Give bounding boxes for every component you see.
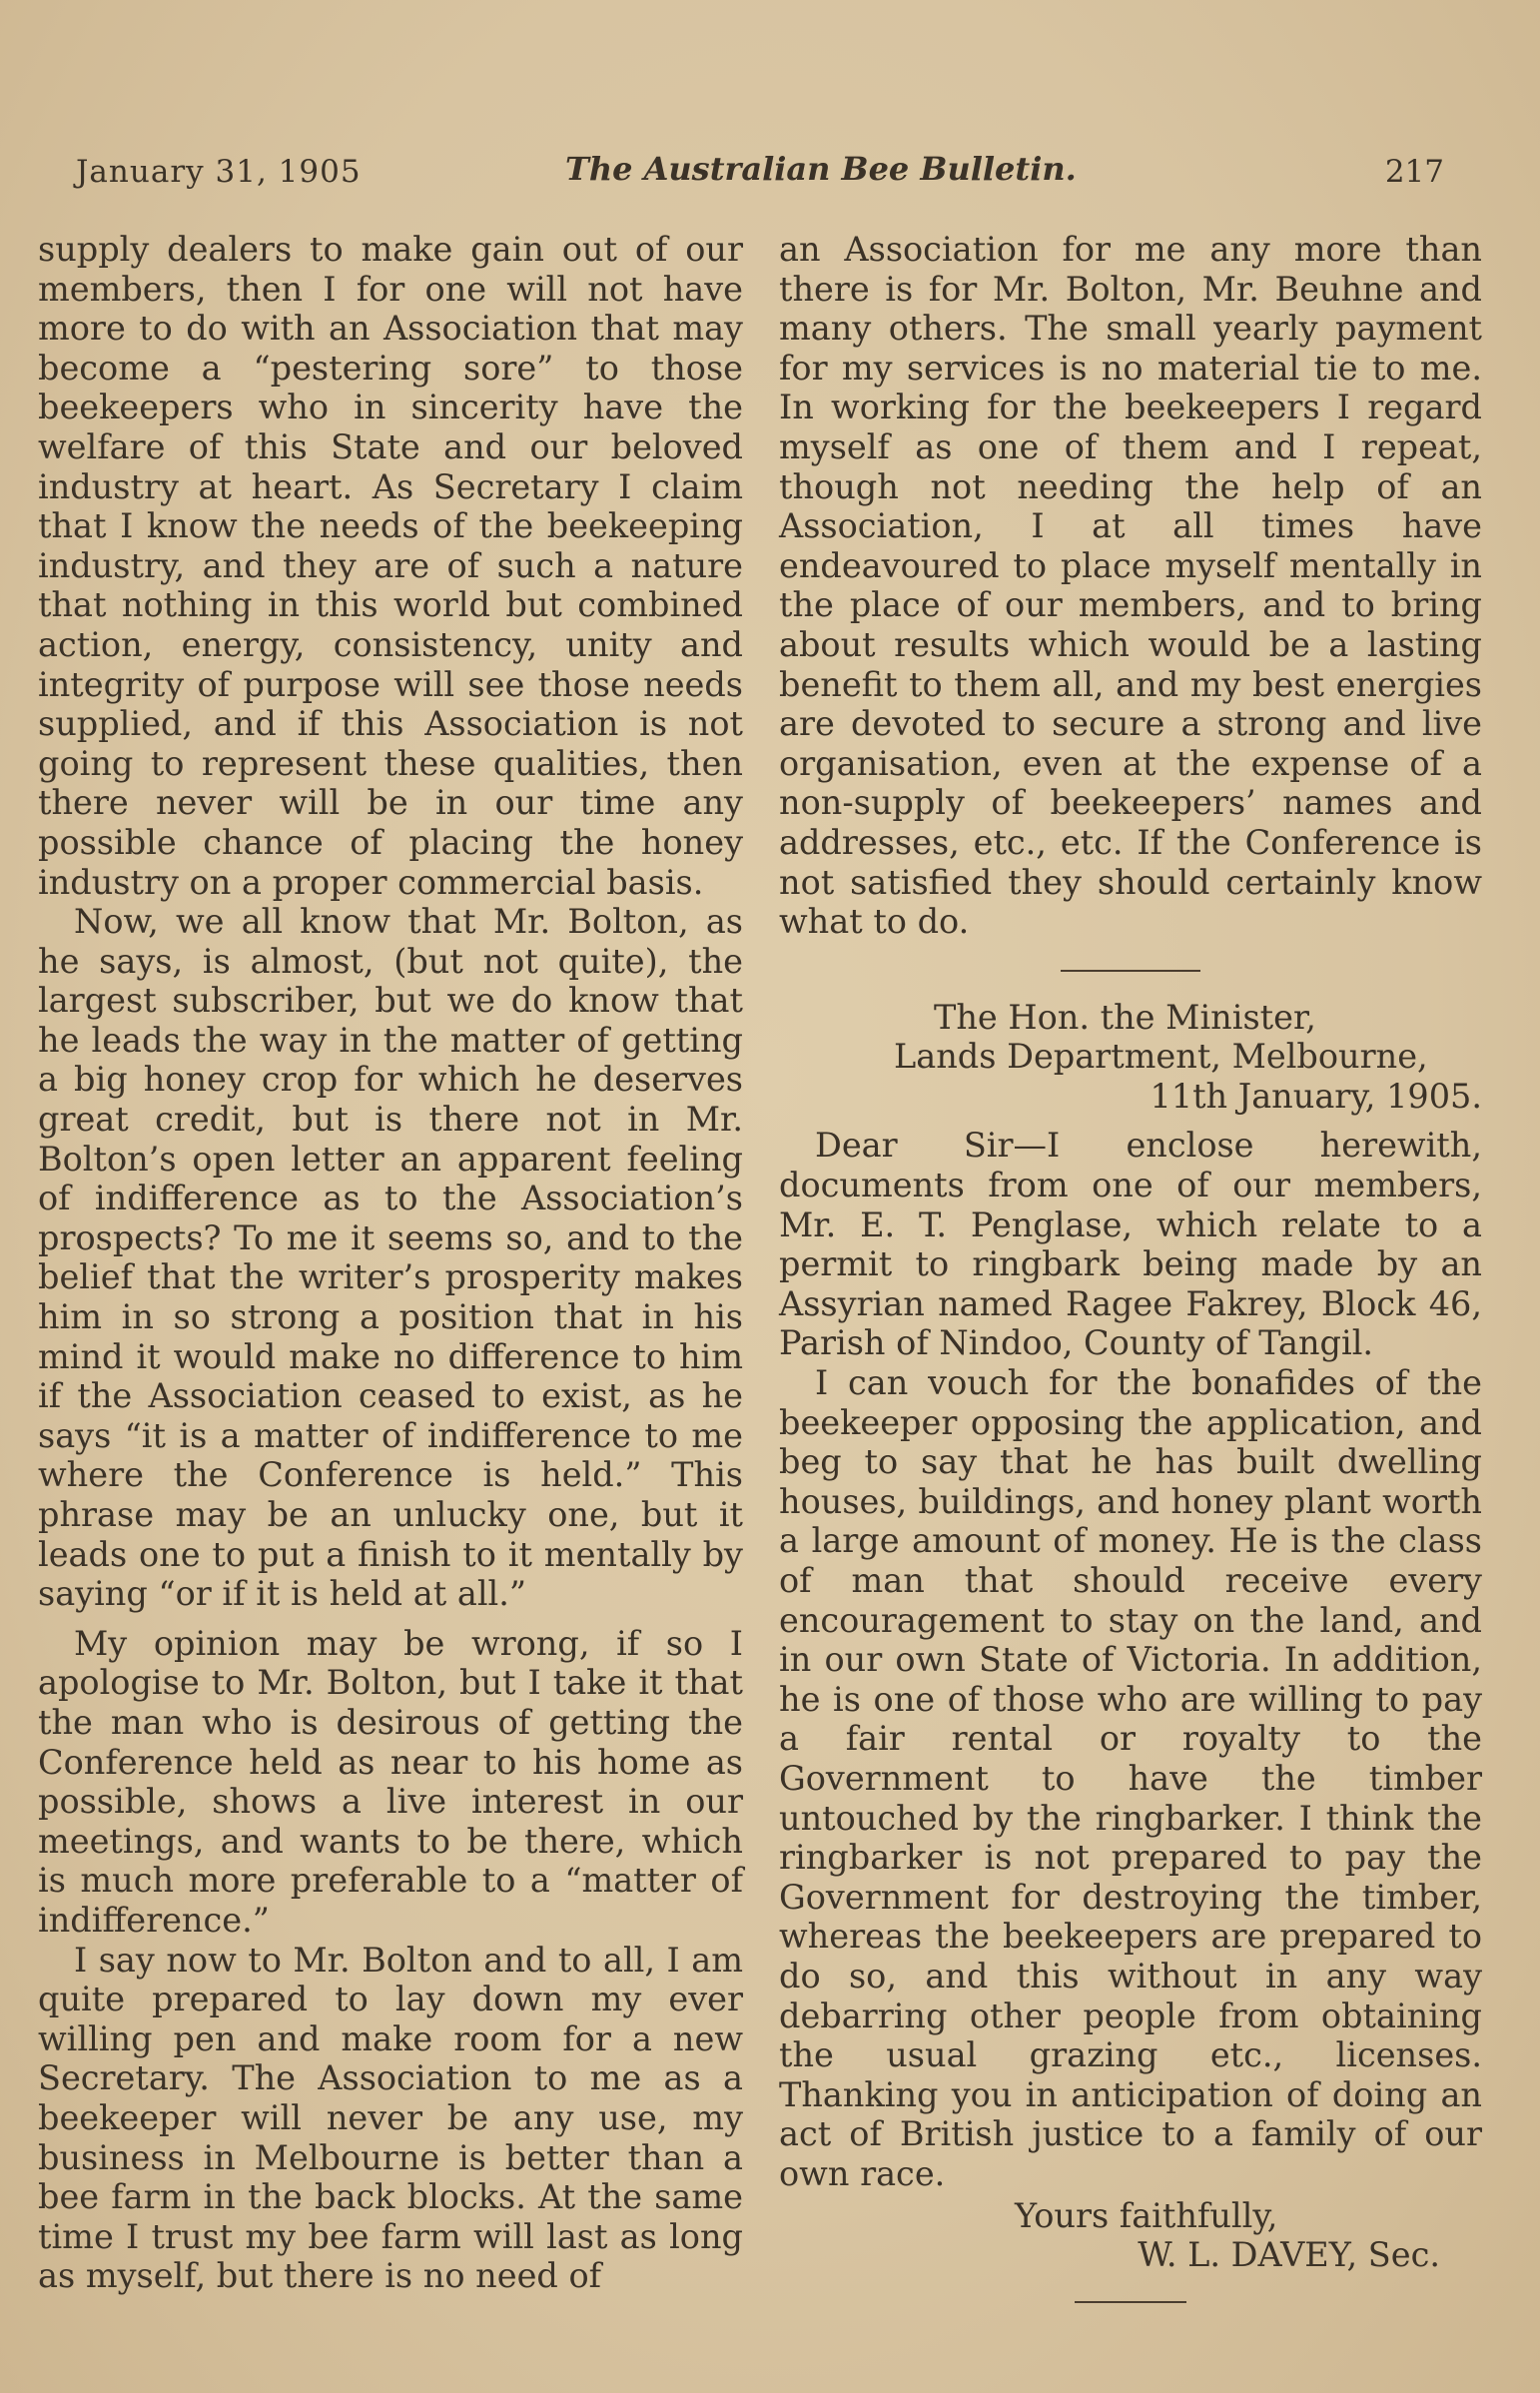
letter-closing: Yours faithfully, [1015,2195,1278,2235]
letter-paragraph-enclose: Dear Sir—I enclose herewith, documents from one of our members, Mr. E. T. Penglase, which relate to a permit to ringbark being made by an Assyrian named Ragee Fakrey, Block 46, Parish of Nindoo, County of Tangil. [779,1126,1482,1363]
section-divider [1061,970,1200,972]
paragraph-secretary-claim: supply dealers to make gain out of our members, then I for one will not have more to do with an Association that may become a “pestering sore” to those beekeepers who in sincerity have the welfare of this State and our beloved industry at heart. As Secretary I claim that I know the needs of the beekeeping industry, and they are of such a nature that nothing in this world but combined action, energy, consistency, unity and integrity of purpose will see those needs supplied, and if this Association is not going to represent these qualities, then there never will be in our time any possible chance of placing the honey industry on a proper commercial basis. [38,230,743,902]
left-column [38,230,743,2296]
page-header [76,150,1444,200]
address-line-minister: The Hon. the Minister, [934,997,1316,1037]
journal-title: The Australian Bee Bulletin. [565,150,1077,188]
address-line-date: 11th January, 1905. [1150,1076,1482,1116]
paragraph-apology: My opinion may be wrong, if so I apologise to Mr. Bolton, but I take it that the man who is desirous of getting the Conference held as near to his home as possible, shows a live interest in our meetings, and wants to be there, which is much more preferable to a “matter of indifference.” [38,1623,743,1940]
paragraph-continuation: an Association for me any more than there is for Mr. Bolton, Mr. Beuhne and many others. The small yearly payment for my services is no material tie to me. In working for the beekeepers I regard myself as one of them and I repeat, though not needing the help of an Association, I at all times have endeavoured to place myself mentally in the place of our members, and to bring about results which would be a lasting benefit to them all, and my best energies are devoted to secure a strong and live organisation, even at the expense of a non-supply of beekeepers’ names and addresses, etc., etc. If the Conference is not satisfied they should certainly know what to do. [779,230,1482,942]
end-divider [1075,2301,1186,2303]
paragraph-bolton-indifference: Now, we all know that Mr. Bolton, as he says, is almost, (but not quite), the largest subscriber, but we do know that he leads the way in the matter of getting a big honey crop for which he deserves great credit, but is there not in Mr. Bolton’s open letter an apparent feeling of indifference as to the Association’s prospects? To me it seems so, and to the belief that the writer’s prosperity makes him in so strong a position that in his mind it would make no difference to him if the Association ceased to exist, as he says “it is a matter of indifference to me where the Conference is held.” This phrase may be an unlucky one, but it leads one to put a finish to it mentally by saying “or if it is held at all.” [38,902,743,1614]
issue-date: January 31, 1905 [76,154,362,190]
paragraph-new-secretary: I say now to Mr. Bolton and to all, I am quite prepared to lay down my ever willing pen and make room for a new Secretary. The Association to me as a beekeeper will never be any use, my business in Melbourne is better than a bee farm in the back blocks. At the same time I trust my bee farm will last as long as myself, but there is no need of [38,1940,743,2296]
page-number: 217 [1384,154,1444,190]
letter-paragraph-vouch: I can vouch for the bonafides of the beekeeper opposing the application, and beg to say that he has built dwelling houses, buildings, and honey plant worth a large amount of money. He is the class of man that should receive every encouragement to stay on the land, and in our own State of Victoria. In addition, he is one of those who are willing to pay a fair rental or royalty to the Government to have the timber untouched by the ringbarker. I think the ringbarker is not prepared to pay the Government for destroying the timber, whereas the beekeepers are prepared to do so, and this without in any way debarring other people from obtaining the usual grazing etc., licenses. Thanking you in anticipation of doing an act of British justice to a family of our own race. [779,1363,1482,2193]
letter-signature: W. L. DAVEY, Sec. [1138,2235,1440,2275]
letter-address-block [779,998,1482,1117]
address-line-department: Lands Department, Melbourne, [894,1037,1428,1077]
right-column [779,230,1482,2303]
